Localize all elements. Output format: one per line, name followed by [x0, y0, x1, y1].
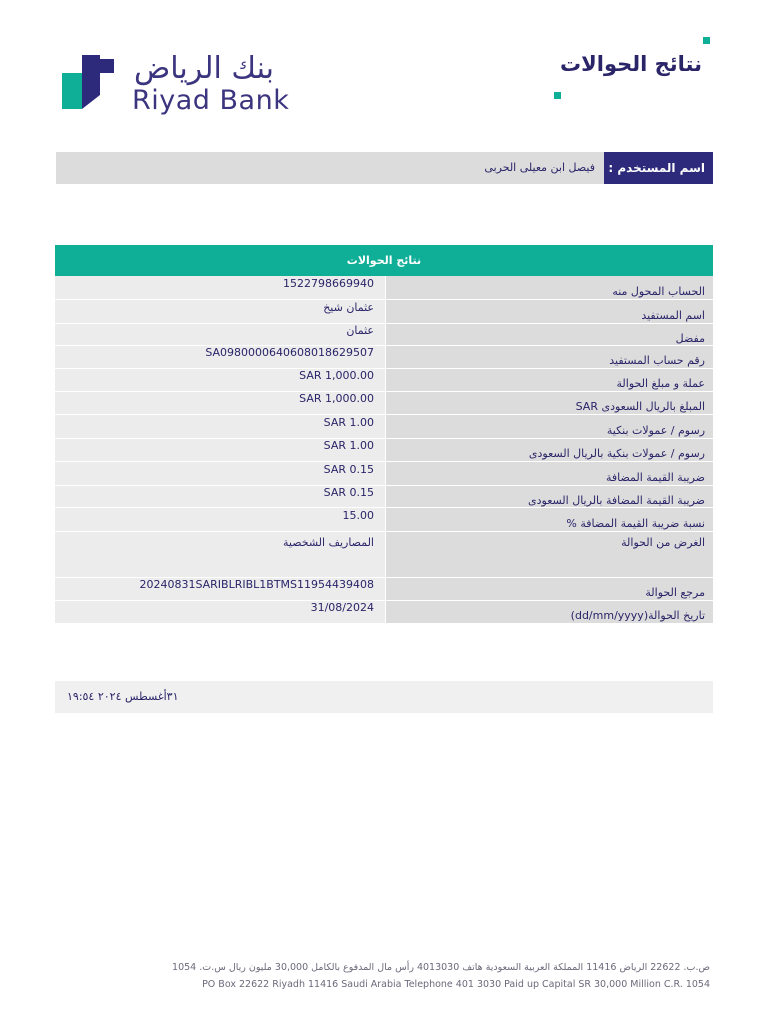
transfer-results-table	[55, 245, 713, 624]
table-row	[55, 508, 713, 532]
decorative-dot	[703, 37, 710, 44]
row-value: المصاريف الشخصية	[283, 536, 374, 549]
user-bar	[56, 152, 713, 184]
row-value: 20240831SARIBLRIBL1BTMS11954439408	[139, 578, 374, 591]
row-label: عملة و مبلغ الحوالة	[385, 369, 713, 391]
row-label: الغرض من الحوالة	[385, 532, 713, 577]
logo-english-text: Riyad Bank	[132, 85, 290, 116]
table-row	[55, 532, 713, 578]
timestamp: ٣١أغسطس ٢٠٢٤ ١٩:٥٤	[67, 690, 179, 703]
row-label: المبلغ بالريال السعودى SAR	[385, 392, 713, 414]
table-row	[55, 324, 713, 346]
table-row	[55, 439, 713, 462]
row-value: 15.00	[342, 509, 374, 522]
row-label: الحساب المحول منه	[385, 276, 713, 299]
table-row	[55, 392, 713, 415]
row-value: SAR 1,000.00	[299, 392, 374, 405]
row-label: ضريبة القيمة المضافة بالريال السعودى	[385, 486, 713, 507]
row-label: مفضل	[385, 324, 713, 345]
row-value: عثمان شيخ	[323, 301, 374, 314]
row-value: عثمان	[346, 324, 374, 337]
table-row	[55, 601, 713, 624]
riyad-bank-logo-icon	[60, 55, 120, 115]
page-title: نتائج الحوالات	[560, 52, 702, 76]
riyad-bank-logo	[60, 51, 300, 116]
user-name: فيصل ابن معيلى الحربى	[484, 161, 595, 174]
timestamp-bar	[55, 681, 713, 713]
user-label: اسم المستخدم :	[604, 152, 713, 184]
row-label: رقم حساب المستفيد	[385, 346, 713, 368]
row-value: SAR 1.00	[323, 416, 374, 429]
row-label: اسم المستفيد	[385, 300, 713, 323]
table-row	[55, 486, 713, 508]
row-label: رسوم / عمولات بنكية	[385, 415, 713, 438]
row-label: ضريبة القيمة المضافة	[385, 462, 713, 485]
row-value: SAR 0.15	[323, 463, 374, 476]
results-header: نتائج الحوالات	[55, 245, 713, 276]
row-label: نسبة ضريبة القيمة المضافة %	[385, 508, 713, 531]
footer-arabic-address: ص.ب. 22622 الرياض 11416 المملكة العربية السعودية هاتف 4013030 رأس مال المدفوع بالكامل 30,000 مليون ريال س.ت. 1054	[172, 962, 710, 973]
table-row	[55, 346, 713, 369]
row-value: SAR 1.00	[323, 439, 374, 452]
row-value: 1522798669940	[283, 277, 374, 290]
table-row	[55, 578, 713, 601]
table-row	[55, 300, 713, 324]
row-value: SA0980000640608018629507	[205, 346, 374, 359]
table-row	[55, 415, 713, 439]
row-label: مرجع الحوالة	[385, 578, 713, 600]
table-row	[55, 369, 713, 392]
row-label: تاريخ الحوالة(dd/mm/yyyy)	[385, 601, 713, 623]
row-label: رسوم / عمولات بنكية بالريال السعودى	[385, 439, 713, 461]
row-value: SAR 1,000.00	[299, 369, 374, 382]
table-row	[55, 276, 713, 300]
table-row	[55, 462, 713, 486]
logo-arabic-text: بنك الرياض	[134, 51, 275, 86]
row-value: SAR 0.15	[323, 486, 374, 499]
row-value: 31/08/2024	[310, 601, 374, 614]
footer-english-address: PO Box 22622 Riyadh 11416 Saudi Arabia Telephone 401 3030 Paid up Capital SR 30,000 Million C.R. 1054	[202, 979, 710, 990]
decorative-dot	[554, 92, 561, 99]
